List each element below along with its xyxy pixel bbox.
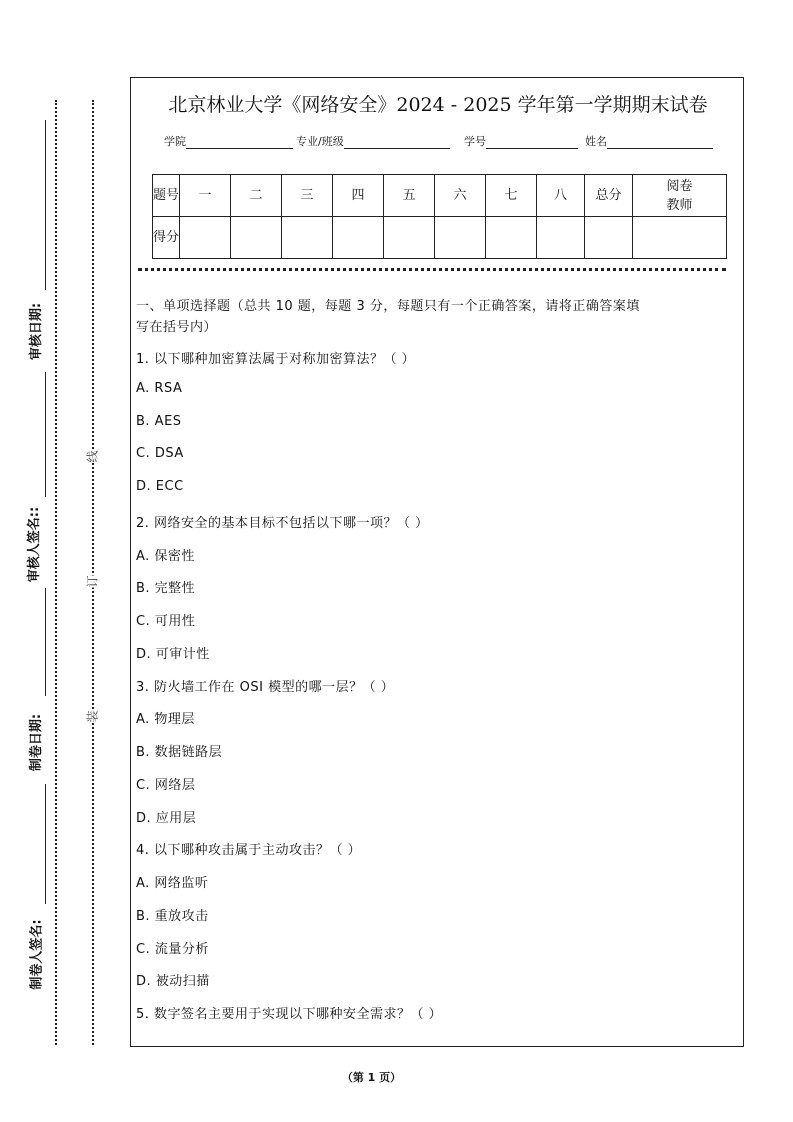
col-header: 三 [282,175,333,217]
score-table [152,174,727,259]
score-cell[interactable] [180,217,231,259]
field-name [585,133,713,149]
option-text: C. DSA [136,446,184,462]
binding-char-mount: 装 [85,710,100,723]
field-label: 姓名 [585,135,607,148]
signature-line [45,120,46,290]
score-cell[interactable] [333,217,384,259]
score-cell[interactable] [231,217,282,259]
option-text: B. 完整性 [136,581,196,597]
option-text: A. 保密性 [136,548,195,564]
binding-dotted-line [92,100,94,1045]
col-header: 二 [231,175,282,217]
section-heading: 写在括号内） [136,320,218,335]
score-cell[interactable] [282,217,333,259]
option-text: D. 应用层 [136,810,197,826]
col-header: 六 [435,175,486,217]
option-text: A. 物理层 [136,712,195,728]
review-date-label: 审核日期: [29,302,45,361]
question-text: 1. 以下哪种加密算法属于对称加密算法？（ ） [136,352,416,367]
option-text: B. 数据链路层 [136,745,223,760]
college-input[interactable] [186,136,293,149]
question-text: 5. 数字签名主要用于实现以下哪种安全需求？（ ） [136,1007,443,1022]
option-text: D. ECC [136,479,184,494]
binding-char-bind: 订 [85,575,100,588]
signature-line [45,784,46,904]
field-label: 学号 [464,135,486,148]
option-text: D. 可审计性 [136,646,210,662]
col-header: 阅卷教师 [633,175,727,217]
compiler-signature-label: 制卷人签名: [29,919,45,990]
field-label: 学院 [164,135,186,148]
table-row [153,217,727,259]
option-text: C. 网络层 [136,777,196,793]
question-text: 4. 以下哪种攻击属于主动攻击？（ ） [136,843,362,859]
option-text: A. RSA [136,380,183,396]
score-cell[interactable] [537,217,585,259]
question-text: 3. 防火墙工作在 OSI 模型的哪一层？（ ） [136,679,395,695]
binding-char-line: 线 [85,450,100,463]
score-cell[interactable] [435,217,486,259]
section-heading: 一、单项选择题（总共 10 题，每题 3 分，每题只有一个正确答案，请将正确答案填 [136,299,640,314]
row-label: 得分 [153,217,180,259]
name-input[interactable] [607,136,713,149]
option-text: A. 网络监听 [136,876,209,891]
score-cell[interactable] [384,217,435,259]
major-input[interactable] [344,136,450,149]
score-cell[interactable] [633,217,727,259]
page-number: （第 1 页） [341,1071,402,1084]
score-cell[interactable] [486,217,537,259]
field-label: 专业/班级 [296,135,344,148]
row-label: 题号 [153,175,180,217]
col-header: 八 [537,175,585,217]
option-text: B. AES [136,413,182,429]
option-text: C. 可用性 [136,614,196,629]
field-major [296,133,450,149]
score-cell[interactable] [585,217,633,259]
field-college [164,133,293,149]
separator-dotted-line [138,268,726,271]
option-text: D. 被动扫描 [136,974,210,990]
option-text: B. 重放攻击 [136,908,209,924]
compile-date-label: 制卷日期: [29,713,45,772]
exam-content-frame [130,77,744,1047]
page-title: 北京林业大学《网络安全》2024 - 2025 学年第一学期期末试卷 [168,94,708,116]
question-text: 2. 网络安全的基本目标不包括以下哪一项？（ ） [136,515,429,531]
table-row [153,175,727,217]
signature-line [45,588,46,696]
field-student-id [464,133,578,149]
binding-dotted-line [55,100,57,1045]
col-header: 五 [384,175,435,217]
col-header: 一 [180,175,231,217]
reviewer-signature-label: 审核人签名:: [27,506,43,583]
signature-line [45,372,46,497]
col-header: 七 [486,175,537,217]
col-header: 总分 [585,175,633,217]
option-text: C. 流量分析 [136,941,209,957]
col-header: 四 [333,175,384,217]
student-id-input[interactable] [486,136,578,149]
